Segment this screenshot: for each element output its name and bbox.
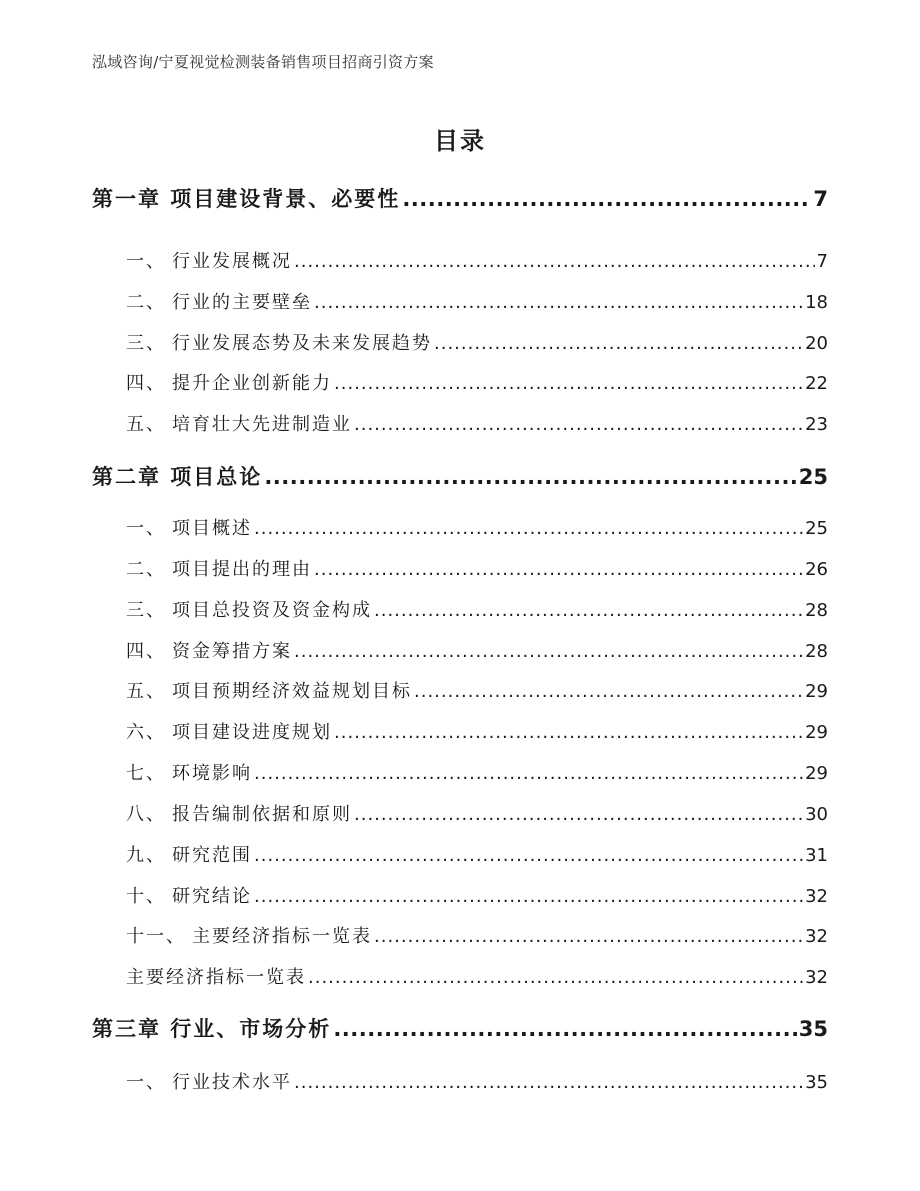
dot-leader xyxy=(354,804,803,825)
toc-entry-label: 行业发展概况 xyxy=(172,251,292,272)
toc-entry-page-number: 28 xyxy=(805,641,828,662)
dot-leader xyxy=(314,559,803,580)
toc-entry-label: 行业发展态势及未来发展趋势 xyxy=(172,333,432,354)
toc-entry-number: 四、 xyxy=(126,373,166,394)
toc-entry-number: 二、 xyxy=(126,559,166,580)
dot-leader xyxy=(333,1017,796,1041)
dot-leader xyxy=(402,187,811,211)
toc-entry-label: 主要经济指标一览表 xyxy=(192,926,372,947)
toc-chapter-entry[interactable] xyxy=(92,461,828,491)
toc-entry-page-number: 22 xyxy=(805,373,828,394)
toc-entry-label: 行业的主要壁垒 xyxy=(172,292,312,313)
toc-entry-page-number: 31 xyxy=(805,845,828,866)
toc-entry-number: 一、 xyxy=(126,251,166,272)
dot-leader xyxy=(294,251,815,272)
toc-entry-label: 培育壮大先进制造业 xyxy=(172,414,352,435)
running-header: 泓域咨询/宁夏视觉检测装备销售项目招商引资方案 xyxy=(92,53,434,71)
toc-entry-number: 八、 xyxy=(126,804,166,825)
toc-section-entry[interactable] xyxy=(126,596,828,622)
toc-entry-label: 环境影响 xyxy=(172,763,252,784)
dot-leader xyxy=(308,967,803,988)
dot-leader xyxy=(254,763,803,784)
toc-section-entry[interactable] xyxy=(126,922,828,948)
toc-chapter-entry[interactable] xyxy=(92,1013,828,1043)
toc-entry-label: 资金筹措方案 xyxy=(172,641,292,662)
toc-entry-page-number: 18 xyxy=(805,292,828,313)
dot-leader xyxy=(334,373,803,394)
toc-entry-label: 项目预期经济效益规划目标 xyxy=(172,681,412,702)
toc-section-entry[interactable] xyxy=(126,1068,828,1094)
toc-entry-page-number: 7 xyxy=(816,251,828,272)
dot-leader xyxy=(314,292,803,313)
toc-entry-number: 五、 xyxy=(126,414,166,435)
toc-section-entry[interactable] xyxy=(126,514,828,540)
toc-title: 目录 xyxy=(434,127,486,155)
toc-entry-page-number: 25 xyxy=(805,518,828,539)
toc-section-entry[interactable] xyxy=(126,369,828,395)
toc-chapter-entry[interactable] xyxy=(92,183,828,213)
toc-section-entry[interactable] xyxy=(126,882,828,908)
toc-section-entry[interactable] xyxy=(126,759,828,785)
toc-section-entry[interactable] xyxy=(126,841,828,867)
toc-entry-label: 研究范围 xyxy=(172,845,252,866)
dot-leader xyxy=(354,414,803,435)
dot-leader xyxy=(254,845,803,866)
toc-entry-page-number: 26 xyxy=(805,559,828,580)
toc-section-entry[interactable] xyxy=(126,410,828,436)
toc-section-entry[interactable] xyxy=(126,963,828,989)
toc-section-entry[interactable] xyxy=(126,718,828,744)
dot-leader xyxy=(294,1072,803,1093)
dot-leader xyxy=(434,333,803,354)
toc-entry-number: 十、 xyxy=(126,886,166,907)
toc-entry-label: 第三章 行业、市场分析 xyxy=(92,1017,332,1041)
toc-entry-page-number: 29 xyxy=(805,722,828,743)
toc-entry-page-number: 7 xyxy=(813,187,828,211)
toc-entry-page-number: 35 xyxy=(798,1017,828,1041)
toc-entry-number: 九、 xyxy=(126,845,166,866)
toc-entry-number: 二、 xyxy=(126,292,166,313)
toc-entry-number: 三、 xyxy=(126,333,166,354)
toc-entry-label: 项目建设进度规划 xyxy=(172,722,332,743)
toc-entry-page-number: 35 xyxy=(805,1072,828,1093)
toc-section-entry[interactable] xyxy=(126,555,828,581)
toc-entry-page-number: 20 xyxy=(805,333,828,354)
toc-entry-label: 行业技术水平 xyxy=(172,1072,292,1093)
toc-entry-label: 研究结论 xyxy=(172,886,252,907)
toc-section-entry[interactable] xyxy=(126,677,828,703)
toc-entry-label: 第一章 项目建设背景、必要性 xyxy=(92,187,401,211)
toc-entry-page-number: 29 xyxy=(805,681,828,702)
toc-entry-number: 六、 xyxy=(126,722,166,743)
toc-entry-number: 四、 xyxy=(126,641,166,662)
toc-entry-page-number: 25 xyxy=(798,465,828,489)
toc-entry-number: 七、 xyxy=(126,763,166,784)
dot-leader xyxy=(334,722,803,743)
toc-entry-label: 项目概述 xyxy=(172,518,252,539)
toc-section-entry[interactable] xyxy=(126,288,828,314)
toc-entry-page-number: 32 xyxy=(805,926,828,947)
toc-entry-number: 五、 xyxy=(126,681,166,702)
toc-entry-page-number: 32 xyxy=(805,886,828,907)
toc-section-entry[interactable] xyxy=(126,329,828,355)
dot-leader xyxy=(374,600,803,621)
toc-entry-number: 十一、 xyxy=(126,926,186,947)
dot-leader xyxy=(254,886,803,907)
toc-entry-number: 三、 xyxy=(126,600,166,621)
toc-entry-label: 项目提出的理由 xyxy=(172,559,312,580)
toc-entry-page-number: 29 xyxy=(805,763,828,784)
dot-leader xyxy=(414,681,803,702)
toc-entry-label: 主要经济指标一览表 xyxy=(126,967,306,988)
toc-section-entry[interactable] xyxy=(126,247,828,273)
dot-leader xyxy=(374,926,803,947)
toc-entry-number: 一、 xyxy=(126,518,166,539)
toc-section-entry[interactable] xyxy=(126,800,828,826)
toc-entry-label: 项目总投资及资金构成 xyxy=(172,600,372,621)
dot-leader xyxy=(264,465,796,489)
toc-entry-label: 报告编制依据和原则 xyxy=(172,804,352,825)
dot-leader xyxy=(254,518,803,539)
toc-entry-label: 第二章 项目总论 xyxy=(92,465,263,489)
toc-section-entry[interactable] xyxy=(126,637,828,663)
dot-leader xyxy=(294,641,803,662)
toc-entry-page-number: 28 xyxy=(805,600,828,621)
toc-entry-label: 提升企业创新能力 xyxy=(172,373,332,394)
toc-entry-page-number: 32 xyxy=(805,967,828,988)
toc-entry-number: 一、 xyxy=(126,1072,166,1093)
toc-entry-page-number: 23 xyxy=(805,414,828,435)
toc-entry-page-number: 30 xyxy=(805,804,828,825)
